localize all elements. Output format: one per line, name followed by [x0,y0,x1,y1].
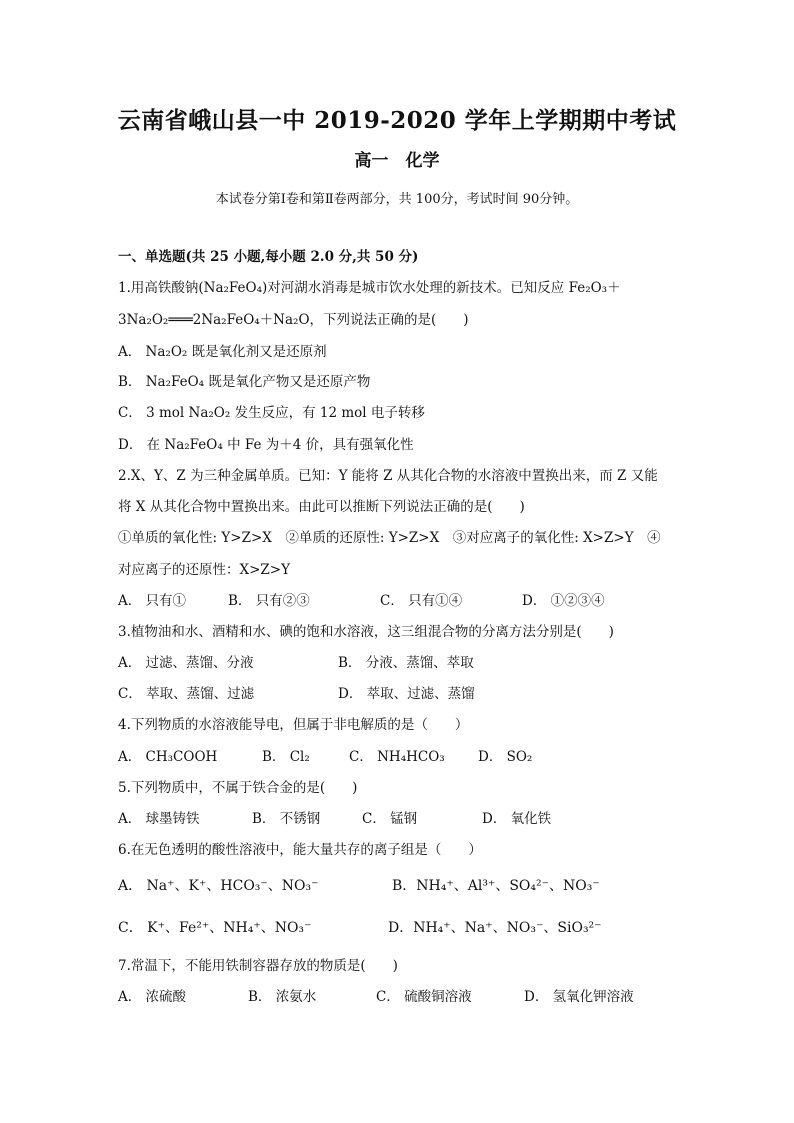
q6-option-a: A． Na⁺、K⁺、HCO₃⁻、NO₃⁻ [118,878,319,894]
q7-option-a: A． 浓硫酸 [118,989,187,1005]
q2-option-a: A． 只有① [118,593,187,609]
q3-line1: 3.植物油和水、酒精和水、碘的饱和水溶液，这三组混合物的分离方法分别是( ) [118,624,614,640]
q2-option-c: C． 只有①④ [380,593,463,609]
q7-option-d: D． 氢氧化钾溶液 [524,989,634,1005]
q4-option-b: B． Cl₂ [262,749,310,765]
q4-option-a: A． CH₃COOH [118,749,218,765]
q7-line1: 7.常温下，不能用铁制容器存放的物质是( ) [118,958,398,974]
q4-option-c: C． NH₄HCO₃ [349,749,445,765]
exam-subtitle: 高一 化学 [354,151,440,171]
q1-option-d: D． 在 Na₂FeO₄ 中 Fe 为＋4 价，具有强氧化性 [118,437,414,453]
q5-option-b: B． 不锈钢 [252,811,321,827]
q1-line1: 1.用高铁酸钠(Na₂FeO₄)对河湖水消毒是城市饮水处理的新技术。已知反应 Fe₂O₃＋ [118,280,621,296]
q5-option-c: C． 锰钢 [362,811,418,827]
q3-option-b: B． 分液、蒸馏、萃取 [338,655,474,671]
q6-option-d: D．NH₄⁺、Na⁺、NO₃⁻、SiO₃²⁻ [388,920,602,936]
q3-option-a: A． 过滤、蒸馏、分液 [118,655,254,671]
section-heading: 一、单选题(共 25 小题,每小题 2.0 分,共 50 分) [118,249,419,265]
q1-option-b: B． Na₂FeO₄ 既是氧化产物又是还原产物 [118,374,371,390]
q2-option-d: D． ①②③④ [522,593,605,609]
q3-option-c: C． 萃取、蒸馏、过滤 [118,686,255,702]
q7-option-c: C． 硫酸铜溶液 [376,989,472,1005]
q2-line2: 将 X 从其化合物中置换出来。由此可以推断下列说法正确的是( ) [118,499,525,515]
q1-option-a: A． Na₂O₂ 既是氧化剂又是还原剂 [118,344,327,360]
q1-option-c: C． 3 mol Na₂O₂ 发生反应，有 12 mol 电子转移 [118,405,425,421]
q4-option-d: D． SO₂ [478,749,533,765]
q3-option-d: D． 萃取、过滤、蒸馏 [338,686,475,702]
q6-option-c: C． K⁺、Fe²⁺、NH₄⁺、NO₃⁻ [118,920,312,936]
q2-line4: 对应离子的还原性：X>Z>Y [118,562,291,578]
q2-line3: ①单质的氧化性: Y>Z>X ②单质的还原性: Y>Z>X ③对应离子的氧化性: X>Z>Y ④ [118,530,661,546]
q6-option-b: B．NH₄⁺、Al³⁺、SO₄²⁻、NO₃⁻ [392,878,600,894]
q6-line1: 6.在无色透明的酸性溶液中，能大量共存的离子组是（ ） [118,842,482,858]
q5-option-d: D． 氧化铁 [482,811,552,827]
q1-line2: 3Na₂O₂═══2Na₂FeO₄＋Na₂O，下列说法正确的是( ) [118,312,469,328]
q7-option-b: B． 浓氨水 [248,989,317,1005]
q5-line1: 5.下列物质中，不属于铁合金的是( ) [118,780,358,796]
q2-line1: 2.X、Y、Z 为三种金属单质。已知：Y 能将 Z 从其化合物的水溶液中置换出来，而 Z 又能 [118,468,658,484]
exam-intro: 本试卷分第Ⅰ卷和第Ⅱ卷两部分，共 100分，考试时间 90分钟。 [215,192,579,207]
q2-option-b: B． 只有②③ [228,593,310,609]
exam-title: 云南省峨山县一中 2019-2020 学年上学期期中考试 [117,107,677,134]
q5-option-a: A． 球墨铸铁 [118,811,200,827]
q4-line1: 4.下列物质的水溶液能导电，但属于非电解质的是（ ） [118,717,469,733]
